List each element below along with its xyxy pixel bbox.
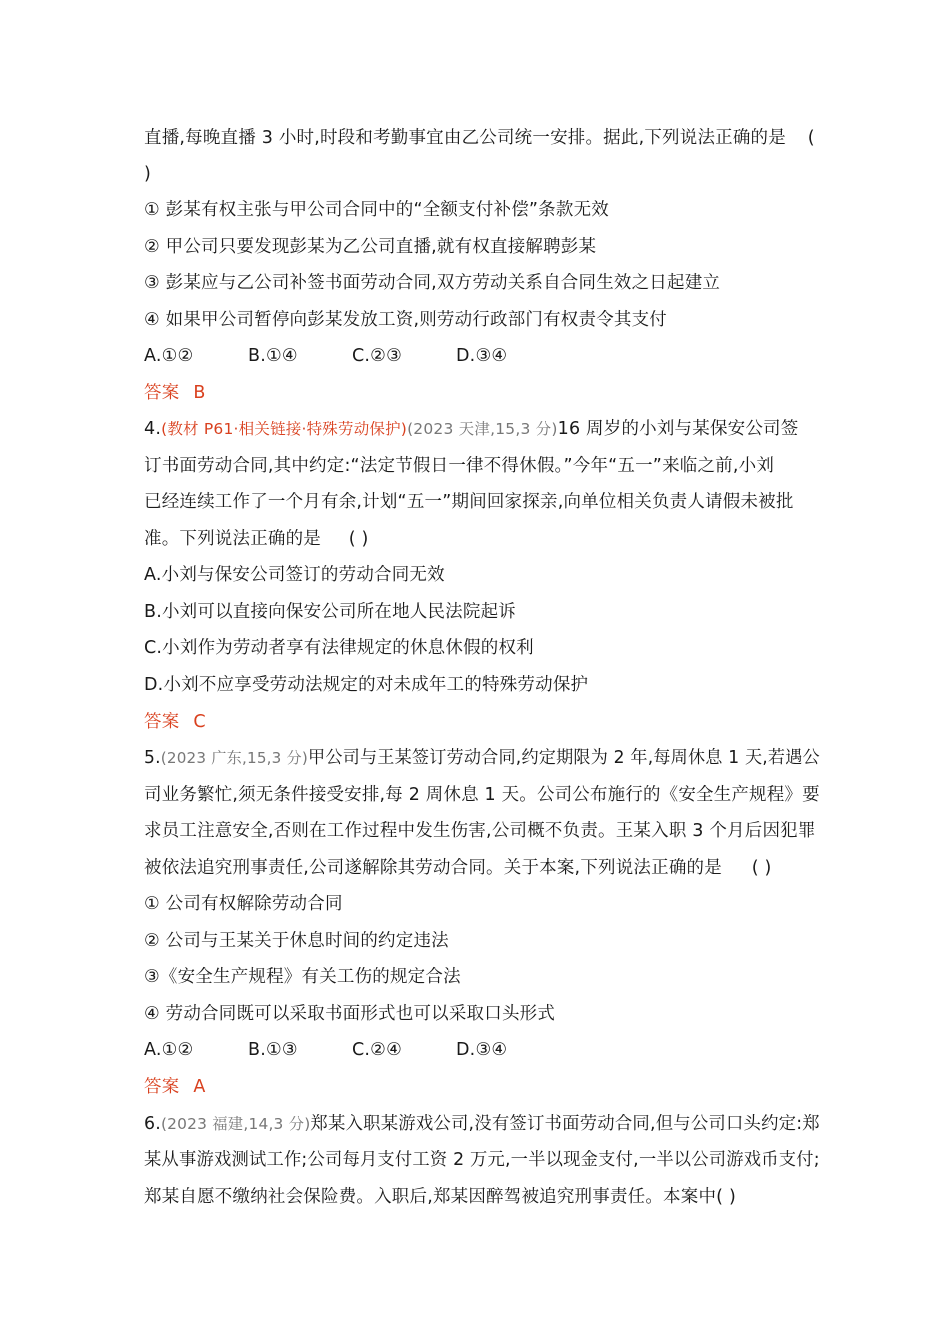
q3-option-a: A.①② bbox=[144, 346, 194, 366]
q5-statement-1: ① 公司有权解除劳动合同 bbox=[144, 894, 343, 914]
answer-value: B bbox=[193, 383, 206, 403]
q5-stem-line-4: 被依法追究刑事责任,公司遂解除其劳动合同。关于本案,下列说法正确的是 ( ) bbox=[144, 858, 772, 878]
answer-label: 答案 bbox=[144, 383, 180, 403]
q4-stem-line-2: 订书面劳动合同,其中约定:“法定节假日一律不得休假。”今年“五一”来临之前,小刘 bbox=[144, 456, 775, 476]
answer-value: A bbox=[193, 1077, 206, 1097]
q5-option-d: D.③④ bbox=[456, 1040, 508, 1060]
q5-source: (2023 广东,15,3 分) bbox=[160, 749, 309, 767]
q3-option-d: D.③④ bbox=[456, 346, 508, 366]
q4-source: (2023 天津,15,3 分) bbox=[407, 420, 558, 438]
answer-value: C bbox=[193, 712, 206, 732]
q3-answer bbox=[144, 381, 206, 405]
q3-statement-4: ④ 如果甲公司暂停向彭某发放工资,则劳动行政部门有权责令其支付 bbox=[144, 310, 668, 330]
q5-stem-line-1: 5.(2023 广东,15,3 分)甲公司与王某签订劳动合同,约定期限为 2 年,每周休息 1 天,若遇公 bbox=[144, 748, 820, 768]
q4-stem-line-4: 准。下列说法正确的是 ( ) bbox=[144, 529, 369, 549]
q4-stem-line-1: 4.(教材 P61·相关链接·特殊劳动保护)(2023 天津,15,3 分)16 周岁的小刘与某保安公司签 bbox=[144, 419, 799, 439]
q4-number: 4. bbox=[144, 419, 162, 439]
q6-stem-line-1: 6.(2023 福建,14,3 分)郑某入职某游戏公司,没有签订书面劳动合同,但与公司口头约定:郑 bbox=[144, 1114, 820, 1134]
q5-stem-line-3: 求员工注意安全,否则在工作过程中发生伤害,公司概不负责。王某入职 3 个月后因犯罪 bbox=[144, 821, 816, 841]
q3-stem-line-1: 直播,每晚直播 3 小时,时段和考勤事宜由乙公司统一安排。据此,下列说法正确的是 ( bbox=[144, 128, 815, 148]
q3-option-c: C.②③ bbox=[352, 346, 402, 366]
q3-statement-1: ① 彭某有权主张与甲公司合同中的“全额支付补偿”条款无效 bbox=[144, 200, 609, 220]
q5-statement-4: ④ 劳动合同既可以采取书面形式也可以采取口头形式 bbox=[144, 1004, 556, 1024]
q5-statement-2: ② 公司与王某关于休息时间的约定违法 bbox=[144, 931, 449, 951]
q6-number: 6. bbox=[144, 1114, 161, 1134]
q4-stem-line-3: 已经连续工作了一个月有余,计划“五一”期间回家探亲,向单位相关负责人请假未被批 bbox=[144, 492, 794, 512]
q5-option-c: C.②④ bbox=[352, 1040, 402, 1060]
q3-options bbox=[144, 344, 507, 368]
q4-option-b: B.小刘可以直接向保安公司所在地人民法院起诉 bbox=[144, 602, 516, 622]
q3-statement-2: ② 甲公司只要发现彭某为乙公司直播,就有权直接解聘彭某 bbox=[144, 237, 597, 257]
q5-option-b: B.①③ bbox=[248, 1040, 298, 1060]
q5-options bbox=[144, 1038, 507, 1062]
q6-stem-line-2: 某从事游戏测试工作;公司每月支付工资 2 万元,一半以现金支付,一半以公司游戏币支付; bbox=[144, 1150, 820, 1170]
q5-option-a: A.①② bbox=[144, 1040, 194, 1060]
q5-stem-line-2: 司业务繁忙,须无条件接受安排,每 2 周休息 1 天。公司公布施行的《安全生产规程》要 bbox=[144, 785, 820, 805]
q4-option-a: A.小刘与保安公司签订的劳动合同无效 bbox=[144, 565, 445, 585]
q3-statement-3: ③ 彭某应与乙公司补签书面劳动合同,双方劳动关系自合同生效之日起建立 bbox=[144, 273, 721, 293]
q5-statement-3: ③《安全生产规程》有关工伤的规定合法 bbox=[144, 967, 461, 987]
q4-option-c: C.小刘作为劳动者享有法律规定的休息休假的权利 bbox=[144, 638, 534, 658]
q5-number: 5. bbox=[144, 748, 161, 768]
q5-answer bbox=[144, 1075, 206, 1099]
q3-paren-close: ) bbox=[144, 164, 152, 184]
q3-paren-open: ( bbox=[807, 128, 815, 148]
q6-source: (2023 福建,14,3 分) bbox=[160, 1115, 311, 1133]
answer-label: 答案 bbox=[144, 1077, 180, 1097]
answer-label: 答案 bbox=[144, 712, 180, 732]
q4-option-d: D.小刘不应享受劳动法规定的对未成年工的特殊劳动保护 bbox=[144, 675, 589, 695]
q4-paren: ( ) bbox=[348, 529, 369, 549]
q6-stem-line-3: 郑某自愿不缴纳社会保险费。入职后,郑某因醉驾被追究刑事责任。本案中( ) bbox=[144, 1187, 736, 1207]
q4-textbook-note: (教材 P61·相关链接·特殊劳动保护) bbox=[161, 420, 408, 438]
q5-paren: ( ) bbox=[751, 858, 772, 878]
q3-option-b: B.①④ bbox=[248, 346, 298, 366]
q4-answer bbox=[144, 710, 206, 734]
